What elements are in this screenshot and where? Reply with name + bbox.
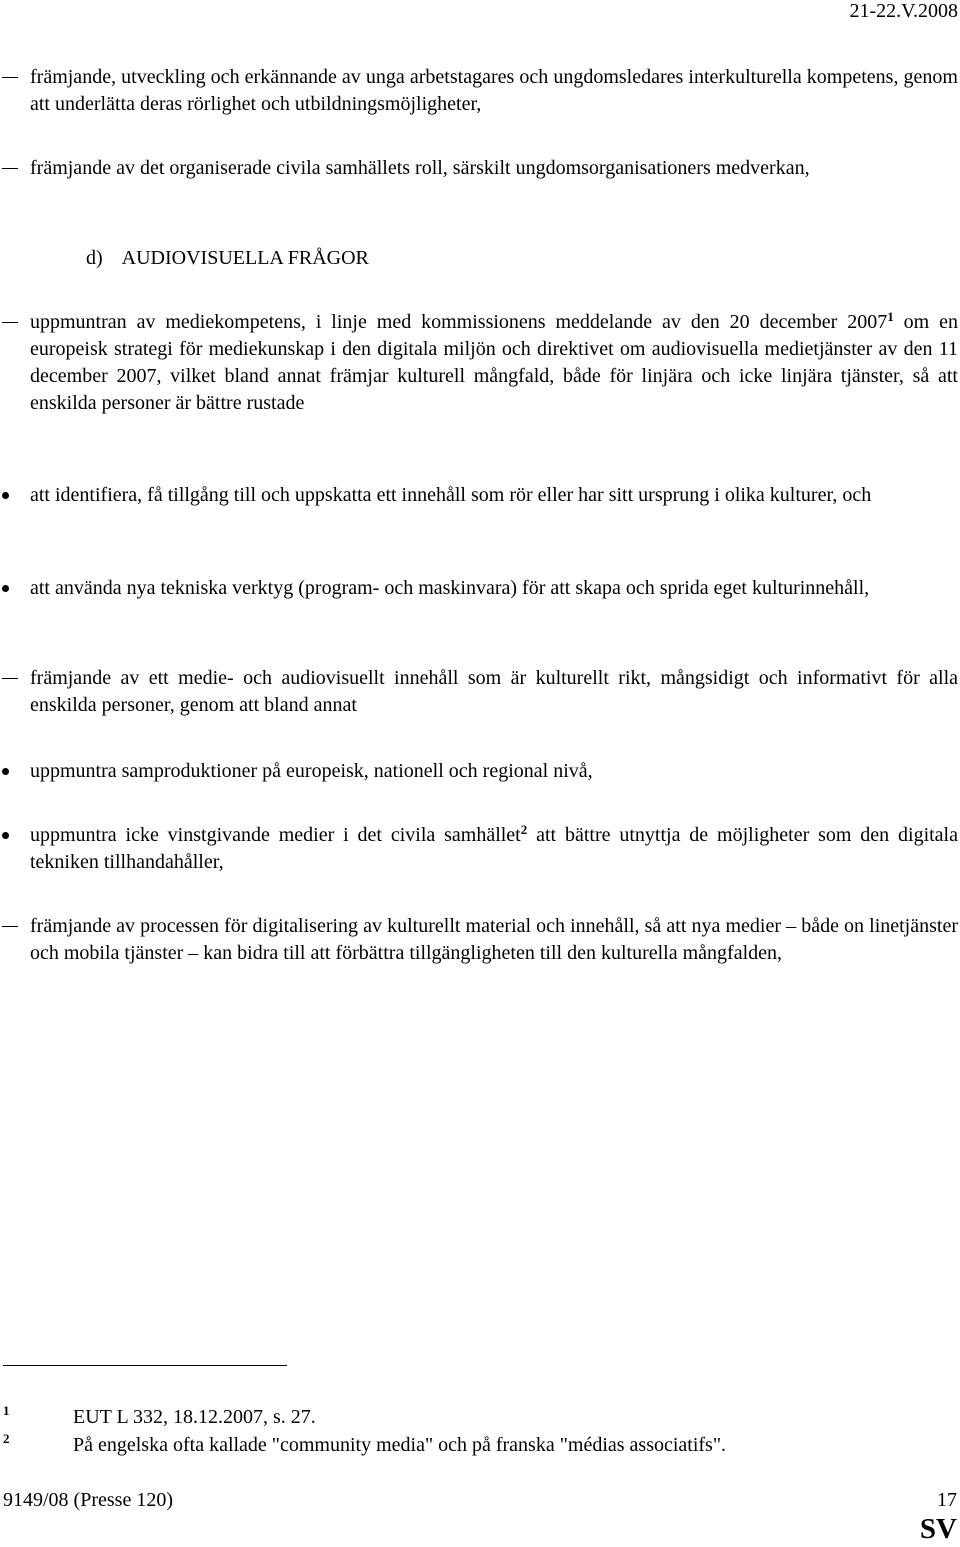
item-text: att använda nya tekniska verktyg (program- och maskinvara) för att skapa och sprida eget kulturinnehåll, [30, 577, 870, 599]
page-number: 17 [937, 1489, 957, 1511]
footnote-number: 1 [3, 1403, 10, 1418]
list-item [0, 758, 958, 785]
list-item [0, 665, 958, 719]
header-date: 21-22.V.2008 [849, 0, 958, 22]
item-text-part: om en europeisk strategi för mediekunskap i den digitala miljön och direktivet om audiovisuella medietjänster av den 11 december 2007, vilket bland annat främjar kulturell mångfald, både för linjära och icke linjära tjänster, så att enskilda personer är bättre rustade [30, 311, 958, 414]
item-text [30, 309, 958, 417]
item-text: främjande av ett medie- och audiovisuellt innehåll som är kulturellt rikt, mångsidigt och informativt för alla enskilda personer, genom att bland annat [30, 667, 958, 716]
document-reference: 9149/08 (Presse 120) [3, 1489, 173, 1511]
footnote-number: 2 [3, 1431, 10, 1446]
item-text [30, 822, 958, 876]
footnote-text: EUT L 332, 18.12.2007, s. 27. [73, 1406, 316, 1428]
footnote-ref: 2 [520, 822, 528, 837]
item-text: uppmuntra samproduktioner på europeisk, nationell och regional nivå, [30, 760, 593, 782]
item-text: att identifiera, få tillgång till och uppskatta ett innehåll som rör eller har sitt ursprung i olika kulturer, och [30, 484, 872, 506]
section-heading [86, 245, 369, 272]
list-item [0, 482, 958, 509]
list-item [0, 64, 958, 118]
list-item [0, 309, 958, 417]
item-text-part: uppmuntra icke vinstgivande medier i det civila samhället [30, 824, 521, 846]
footnote-ref: 1 [887, 309, 894, 324]
list-item [0, 913, 958, 967]
list-item [0, 822, 958, 876]
list-item [0, 155, 958, 182]
section-label: d) [86, 247, 103, 269]
item-text-part: att bättre utnyttja de möjligheter som den digitala tekniken tillhandahåller, [30, 824, 958, 873]
footnote-text: På engelska ofta kallade "community media" och på franska "médias associatifs". [73, 1434, 727, 1456]
language-code: SV [919, 1513, 957, 1545]
item-text: främjande av det organiserade civila samhällets roll, särskilt ungdomsorganisationers medverkan, [30, 157, 810, 179]
item-text: främjande, utveckling och erkännande av unga arbetstagares och ungdomsledares interkulturella kompetens, genom att underlätta deras rörlighet och utbildningsmöjligheter, [30, 66, 958, 115]
footnote-separator [3, 1365, 287, 1366]
item-text: främjande av processen för digitalisering av kulturellt material och innehåll, så att nya medier – både on linetjänster och mobila tjänster – kan bidra till att förbättra tillgängligheten till den kulturella mångfalden, [30, 915, 958, 964]
list-item [0, 575, 958, 602]
item-text-part: uppmuntran av mediekompetens, i linje med kommissionens meddelande av den 20 december 2007 [30, 311, 888, 333]
section-title: AUDIOVISUELLA FRÅGOR [121, 247, 369, 269]
